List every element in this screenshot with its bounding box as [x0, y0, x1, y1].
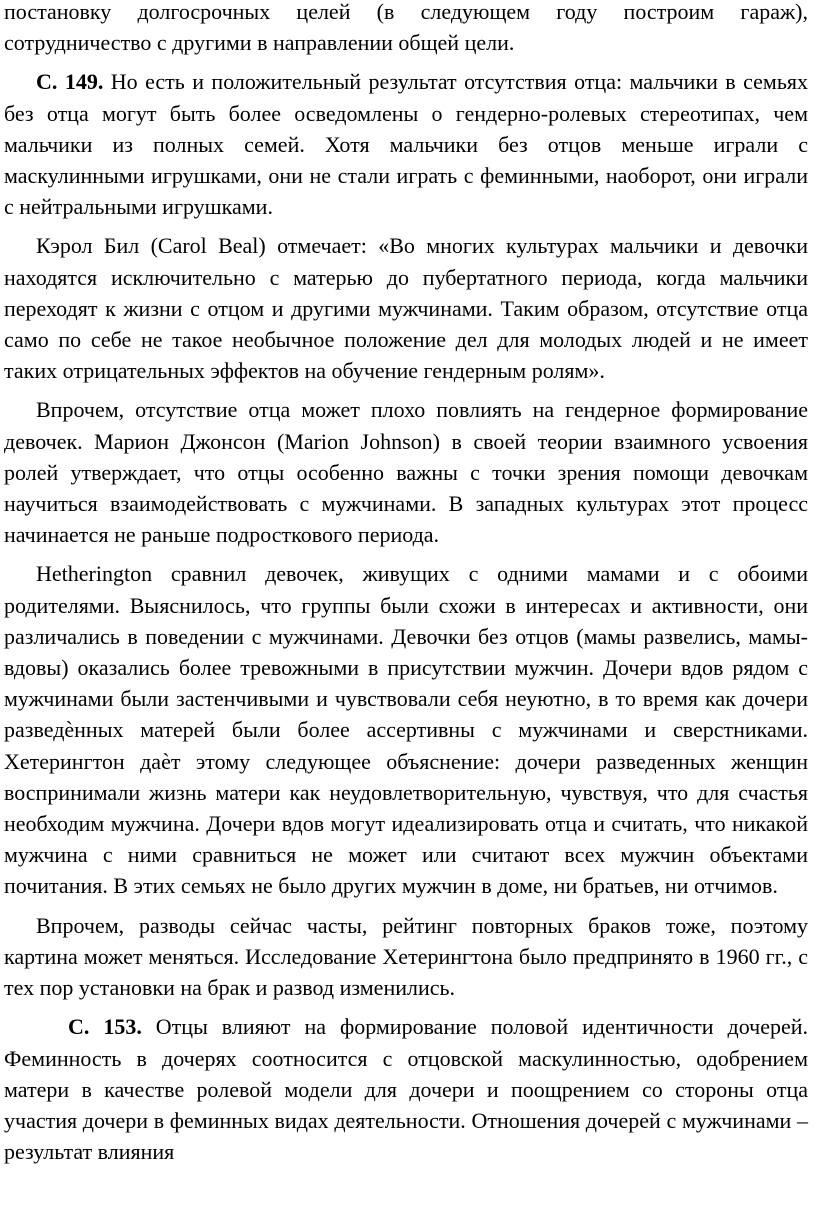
paragraph-text: Hetherington сравнил девочек, живущих с одними мамами и с обоими родителями. Выяснилось, что группы были схожи в интересах и активности, они различались в поведении с мужчинами. Девочки без отцов (мамы развелись, мамы-вдовы) оказались более тревожными в присутствии мужчин. Дочери вдов рядом с мужчинами были застенчивыми и чувствовали себя неуютно, в то время как дочери разведѐнных матерей были более ассертивны с мужчинами и сверстниками. Хетерингтон даѐт этому следующее объяснение: дочери разведенных женщин воспринимали жизнь матери как неудовлетворительную, чувствуя, что для счастья необходим мужчина. Дочери вдов могут идеализировать отца и считать, что никакой мужчина с ними сравниться не может или считают всех мужчин объектами почитания. В этих семьях не было других мужчин в доме, ни братьев, ни отчимов. — [4, 561, 808, 899]
page-marker: С. 149. — [36, 69, 104, 95]
paragraph-carol-beal — [4, 230, 808, 386]
paragraph-text: Кэрол Бил (Carol Beal) отмечает: «Во многих культурах мальчики и девочки находятся исключительно с матерью до пубертатного периода, когда мальчики переходят к жизни с отцом и другими мужчинами. Таким образом, отсутствие отца само по себе не такое необычное положение дел для молодых людей и не имеет таких отрицательных эффектов на обучение гендерным ролям». — [4, 233, 808, 384]
paragraph-continuation — [4, 0, 808, 58]
paragraph-divorces — [4, 910, 808, 1004]
paragraph-text: Отцы влияют на формирование половой идентичности дочерей. Феминность в дочерях соотносится с отцовской маскулинностью, одобрением матери в качестве ролевой модели для дочери и поощрением со стороны отца участия дочери в феминных видах деятельности. Отношения дочерей с мужчинами – результат влияния — [4, 1014, 808, 1165]
paragraph-text: постановку долгосрочных целей (в следующем году построим гараж), сотрудничество с другими в направлении общей цели. — [4, 0, 808, 56]
paragraph-text: Но есть и положительный результат отсутствия отца: мальчики в семьях без отца могут быть более осведомлены о гендерно-ролевых стереотипах, чем мальчики из полных семей. Хотя мальчики без отцов меньше играли с маскулинными игрушками, они не стали играть с феминными, наоборот, они играли с нейтральными игрушками. — [4, 69, 808, 220]
page-marker: С. 153. — [68, 1014, 142, 1040]
paragraph-text: Впрочем, отсутствие отца может плохо повлиять на гендерное формирование девочек. Марион Джонсон (Marion Johnson) в своей теории взаимного усвоения ролей утверждает, что отцы особенно важны с точки зрения помощи девочкам научиться взаимодействовать с мужчинами. В западных культурах этот процесс начинается не раньше подросткового периода. — [4, 397, 808, 548]
paragraph-page-153 — [4, 1011, 808, 1167]
paragraph-hetherington — [4, 558, 808, 901]
paragraph-text: Впрочем, разводы сейчас часты, рейтинг повторных браков тоже, поэтому картина может меняться. Исследование Хетерингтона было предпринято в 1960 гг., с тех пор установки на брак и развод изменились. — [4, 912, 808, 1001]
paragraph-marion-johnson — [4, 394, 808, 550]
paragraph-page-149 — [4, 66, 808, 222]
